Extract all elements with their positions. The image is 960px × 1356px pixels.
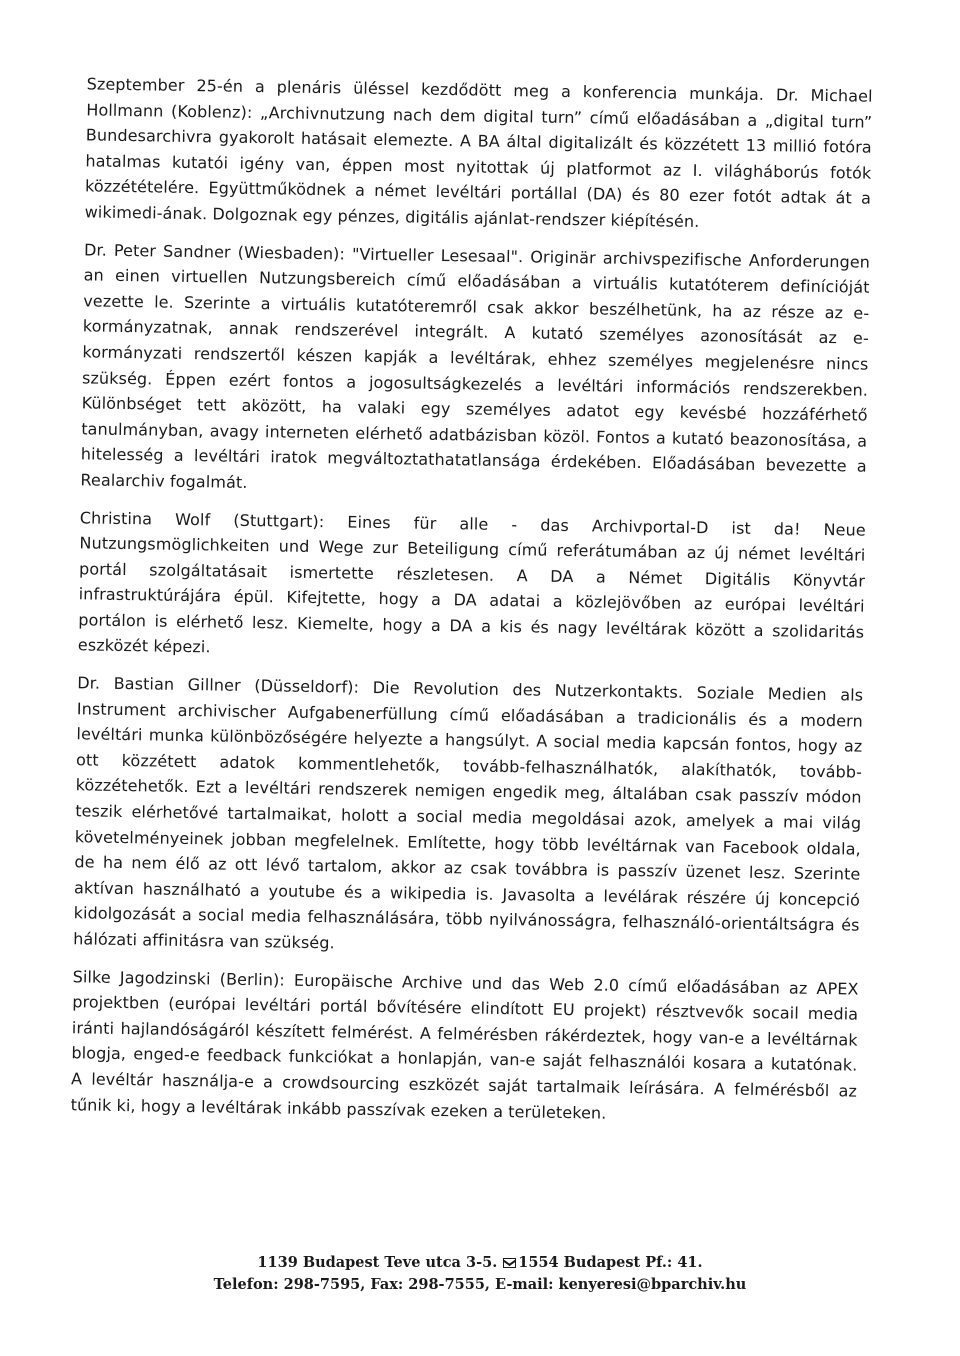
text-line: vezette le. Szerinte a virtuális kutatóteremről csak akkor beszélhetünk, ha az része az e-	[83, 291, 870, 323]
letterhead-footer	[0, 1252, 960, 1296]
text-line: közzétehetők. Ezt a levéltári rendszerek nemigen engedik meg, általában csak passzív módon	[75, 775, 862, 808]
text-line: Realarchiv fogalmát.	[80, 470, 248, 492]
text-line: hitelesség a levéltári iratok megváltoztathatatlansága érdekében. Előadásában bevezette a	[80, 444, 867, 476]
text-line: Silke Jagodzinski (Berlin): Europäische Archive und das Web 2.0 című előadásában az APEX	[72, 966, 859, 999]
text-line: tanulmányban, avagy interneten elérhető adatbázisban közöl. Fontos a kutató beazonosítása, a	[81, 419, 868, 451]
text-line: kormányzati rendszertől készen kapják a levéltárak, ehhez személyes megjelenésre nincs	[82, 342, 869, 374]
paragraph	[73, 670, 863, 964]
text-line: hálózati affinitásra van szükség.	[73, 929, 335, 953]
text-line: Különbséget tett aközött, ha valaki egy személyes adatot egy kevésbé hozzáférhető	[81, 393, 868, 425]
paragraph	[78, 505, 866, 671]
paragraph	[80, 237, 870, 505]
text-line: közzétételére. Együttműködnek a német levéltári portállal (DA) és 80 ezer fotót adtak át a	[84, 176, 872, 209]
text-line: an einen virtuellen Nutzungsbereich című előadásában a virtuális kutatóterem definícióját	[83, 265, 870, 297]
paragraph	[70, 964, 858, 1130]
text-line: Dr. Bastian Gillner (Düsseldorf): Die Revolution des Nutzerkontakts. Soziale Medien als	[77, 673, 864, 705]
text-line: Christina Wolf (Stuttgart): Eines für alle - das Archivportal-D ist da! Neue	[79, 507, 866, 540]
text-line: ott közzétett adatok kommentlehetők, tovább-felhasználhatók, alakíthatók, tovább-	[75, 750, 863, 782]
text-line: követelményeinek jobban megfelelnek. Említette, hogy több levéltárnak van Facebook oldala,	[74, 826, 861, 859]
text-line: kormányzatnak, annak rendszerével integrált. A kutató személyes azonosítását az e-	[82, 316, 869, 349]
text-line: levéltári munka különbözőségére helyezte a hangsúlyt. A social media kapcsán fontos, hogy az	[76, 724, 863, 756]
text-line: blogja, enged-e feedback funkciókat a honlapján, van-e saját felhasználói kosara a kutatónak.	[71, 1043, 858, 1075]
text-line: Bundesarchivra gyakorolt hatásait elemezte. A BA által digitalizált és közzétett 13 millió fotóra	[85, 125, 872, 157]
text-line: tűnik ki, hogy a levéltárak inkább passzívak ezeken a területeken.	[70, 1094, 607, 1123]
text-line: teszik elérhetővé tartalmaikat, holott a social media megoldásai azok, amelyek a mai világ	[75, 801, 862, 833]
footer-po-box: 1554 Budapest Pf.: 41.	[518, 1254, 703, 1271]
text-line: Dr. Peter Sandner (Wiesbaden): "Virtueller Lesesaal". Originär archivspezifische Anforderungen	[83, 239, 871, 272]
text-line: wikimedi-ának. Dolgoznak egy pénzes, digitális ajánlat-rendszer kiépítésén.	[84, 202, 700, 231]
text-line: aktívan használható a youtube és a wikipedia is. Javasolta a levélárak részére új koncepció	[73, 878, 861, 910]
body-text	[70, 71, 872, 1129]
footer-street-address: 1139 Budapest Teve utca 3-5.	[257, 1254, 498, 1271]
text-line: portál szolgáltatásait ismertette részletesen. A DA a Német Digitális Könyvtár	[78, 559, 866, 591]
text-line: infrastruktúrájára épül. Kifejtette, hogy a DA adatai a közlejövőben az európai levéltári	[78, 584, 865, 616]
footer-contact: Telefon: 298-7595, Fax: 298-7555, E-mail: kenyeresi@bparchiv.hu	[213, 1276, 747, 1293]
text-line: iránti hajlandóságáról készített felmérést. A felmérésben rákérdeztek, hogy van-e a levéltárnak	[71, 1018, 858, 1050]
text-line: Hollmann (Koblenz): „Archivnutzung nach dem digital turn” című előadásában a „digital turn”	[86, 99, 873, 132]
text-line: projektben (európai levéltári portál bővítésére elindított EU projekt) résztvevők socail media	[72, 992, 859, 1024]
text-line: hatalmas kutatói igény van, éppen most nyitottak új platformot az I. világháborús fotók	[85, 151, 872, 183]
text-line: Szeptember 25-én a plenáris üléssel kezdődött meg a konferencia munkája. Dr. Michael	[86, 74, 873, 106]
text-line: de ha nem élő az ott lévő tartalom, akkor az csak továbbra is passzív üzenet lesz. Szerinte	[74, 852, 861, 884]
text-line: A levéltár használja-e a crowdsourcing eszközét saját tartalmaik leírására. A felmérésből az	[70, 1069, 858, 1101]
text-line: Instrument archivischer Aufgabenerfüllung című előadásában a tradicionális és a modern	[76, 698, 863, 731]
text-line: portálon is elérhető lesz. Kiemelte, hogy a DA a kis és nagy levéltárak között a szolidaritás	[78, 610, 865, 642]
text-line: eszközét képezi.	[77, 635, 211, 657]
text-line: kidolgozását a social media felhasználására, több nyilvánosságra, felhasználó-orientáltságra és	[73, 903, 860, 936]
text-line: Nutzungsmöglichkeiten und Wege zur Beteiligung című referátumában az új német levéltári	[79, 533, 866, 565]
text-line: szükség. Éppen ezért fontos a jogosultságkezelés a levéltári információs rendszerekben.	[81, 367, 869, 400]
paragraph	[84, 71, 872, 237]
envelope-icon	[503, 1258, 516, 1268]
footer-address	[0, 1252, 960, 1274]
